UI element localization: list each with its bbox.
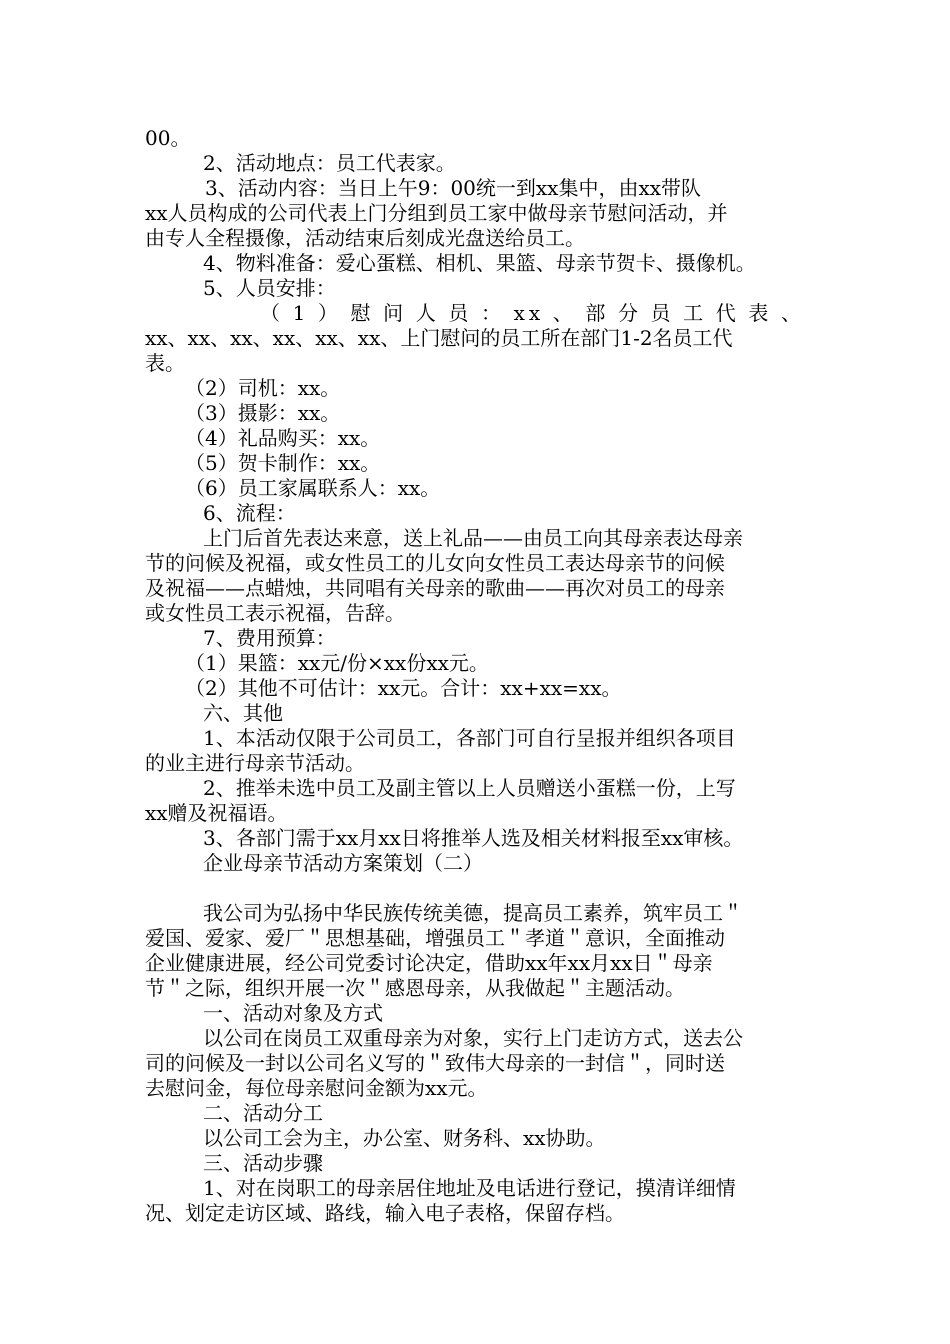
text-line: （6）员工家属联系人：xx。 xyxy=(185,476,441,500)
text-line: 7、费用预算： xyxy=(203,626,336,650)
text-line: （2）司机：xx。 xyxy=(185,376,341,400)
text-line: 6、流程： xyxy=(203,501,296,525)
text-line: （1）慰问人员：xx、部分员工代表、 xyxy=(260,301,805,325)
text-line: 去慰问金，每位母亲慰问金额为xx元。 xyxy=(145,1076,488,1100)
text-line: 爱国、爱家、爱厂＂思想基础，增强员工＂孝道＂意识，全面推动 xyxy=(145,926,725,950)
text-line: 司的问候及一封以公司名义写的＂致伟大母亲的一封信＂，同时送 xyxy=(145,1051,725,1075)
text-line: 的业主进行母亲节活动。 xyxy=(145,751,365,775)
text-line: 1、本活动仅限于公司员工，各部门可自行呈报并组织各项目 xyxy=(203,726,736,750)
text-line: 3、各部门需于xx月xx日将推举人选及相关材料报至xx审核。 xyxy=(203,826,744,850)
text-line: 5、人员安排： xyxy=(203,276,336,300)
text-line: 及祝福——点蜡烛，共同唱有关母亲的歌曲——再次对员工的母亲 xyxy=(145,576,725,600)
section-heading: 一、活动对象及方式 xyxy=(203,1001,383,1025)
text-line: 4、物料准备：爱心蛋糕、相机、果篮、母亲节贺卡、摄像机。 xyxy=(203,251,756,275)
text-line: （1）果篮：xx元/份×xx份xx元。 xyxy=(185,651,489,675)
text-line: 00。 xyxy=(145,126,191,150)
text-line: （3）摄影：xx。 xyxy=(185,401,341,425)
text-line: 我公司为弘扬中华民族传统美德，提高员工素养，筑牢员工＂ xyxy=(203,901,743,925)
text-line: 2、活动地点：员工代表家。 xyxy=(203,151,456,175)
text-line: 上门后首先表达来意，送上礼品——由员工向其母亲表达母亲 xyxy=(203,526,743,550)
text-line: 况、划定走访区域、路线，输入电子表格，保留存档。 xyxy=(145,1201,625,1225)
text-line: （4）礼品购买：xx。 xyxy=(185,426,381,450)
text-line: xx人员构成的公司代表上门分组到员工家中做母亲节慰问活动，并 xyxy=(145,201,728,225)
text-line: 或女性员工表示祝福，告辞。 xyxy=(145,601,405,625)
text-line: 以公司工会为主，办公室、财务科、xx协助。 xyxy=(203,1126,606,1150)
section-heading: 三、活动步骤 xyxy=(203,1151,323,1175)
text-line: 由专人全程摄像，活动结束后刻成光盘送给员工。 xyxy=(145,226,585,250)
text-line: （5）贺卡制作：xx。 xyxy=(185,451,381,475)
text-line: 企业健康进展，经公司党委讨论决定，借助xx年xx月xx日＂母亲 xyxy=(145,951,713,975)
text-line: 以公司在岗员工双重母亲为对象，实行上门走访方式，送去公 xyxy=(203,1026,743,1050)
section-heading: 企业母亲节活动方案策划（二） xyxy=(203,851,483,875)
text-line: 六、其他 xyxy=(203,701,283,725)
text-line: xx赠及祝福语。 xyxy=(145,801,288,825)
text-line: 2、推举未选中员工及副主管以上人员赠送小蛋糕一份，上写 xyxy=(203,776,736,800)
text-line: 节＂之际，组织开展一次＂感恩母亲，从我做起＂主题活动。 xyxy=(145,976,685,1000)
section-heading: 二、活动分工 xyxy=(203,1101,323,1125)
text-line: xx、xx、xx、xx、xx、xx、上门慰问的员工所在部门1-2名员工代 xyxy=(145,326,733,350)
text-line: 3、活动内容：当日上午9：00统一到xx集中，由xx带队 xyxy=(205,176,702,200)
text-line: 1、对在岗职工的母亲居住地址及电话进行登记，摸清详细情 xyxy=(203,1176,736,1200)
text-line: 表。 xyxy=(145,351,185,375)
text-line: （2）其他不可估计：xx元。合计：xx+xx=xx。 xyxy=(185,676,622,700)
text-line: 节的问候及祝福，或女性员工的儿女向女性员工表达母亲节的问候 xyxy=(145,551,725,575)
